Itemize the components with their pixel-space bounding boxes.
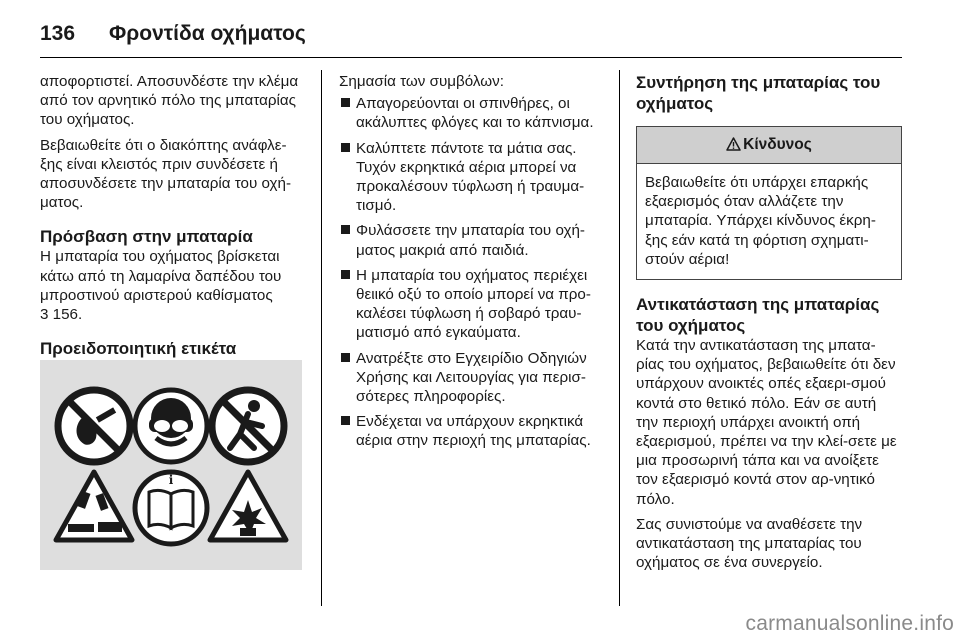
ignition-paragraph: Βεβαιωθείτε ότι ο διακόπτης ανάφλε-ξης είναι κλειστός πριν συνδέσετε ή αποσυνδέσετε την μπαταρία του οχή-ματος. — [40, 136, 292, 212]
danger-notice-header — [637, 127, 901, 164]
read-manual-icon — [135, 472, 207, 544]
bullet-square-icon — [341, 143, 350, 152]
symbols-list — [339, 94, 607, 450]
warning-symbols-panel — [40, 360, 302, 570]
warning-triangle-icon — [726, 137, 741, 151]
battery-maintenance-heading: Συντήρηση της μπαταρίας του οχήματος — [636, 73, 881, 113]
battery-replacement-heading: Αντικατάσταση της μπαταρίας του οχήματος — [636, 295, 880, 336]
bullet-square-icon — [341, 353, 350, 362]
list-item: Ανατρέξτε στο Εγχειρίδιο Οδηγιών Χρήσης και Λειτουργίας για περισ-σότερες πληροφορίες. — [339, 349, 607, 407]
list-item: Απαγορεύονται οι σπινθήρες, οι ακάλυπτες φλόγες και το κάπνισμα. — [339, 94, 607, 132]
keep-children-away-icon — [212, 390, 284, 462]
explosive-gas-icon — [210, 472, 286, 540]
bullet-square-icon — [341, 225, 350, 234]
danger-notice — [636, 126, 902, 280]
column-1 — [40, 72, 308, 359]
replacement-paragraph: Κατά την αντικατάσταση της μπατα-ρίας του οχήματος, βεβαιωθείτε ότι δεν υπάρχουν ανοικτές οπές εξαερι-σμού κοντά στο θετικό πόλο. Εάν σε αυτή την περιοχή υπάρχει ανοικτή οπή εξαερισμού, πρέπει να την κλεί-σετε με μια προσωρινή τάπα και να ανοίξετε τον εξαερισμό κοντά στον αρ-νητικό πόλο. — [636, 337, 897, 508]
battery-location-text: Η μπαταρία του οχήματος βρίσκεται κάτω από τη λαμαρίνα δαπέδου του μπροστινού αριστερού καθίσματος — [40, 248, 282, 304]
list-item: Καλύπτετε πάντοτε τα μάτια σας. Τυχόν εκρηκτικά αέρια μπορεί να προκαλέσουν τύφλωση ή τραυμα-τισμό. — [339, 139, 607, 216]
eye-protection-icon — [135, 390, 207, 462]
column-2 — [339, 72, 607, 457]
workshop-recommendation-paragraph: Σας συνιστούμε να αναθέσετε την αντικατάσταση της μπαταρίας του οχήματος σε ένα συνεργείο. — [636, 515, 863, 572]
disconnect-paragraph: αποφορτιστεί. Αποσυνδέστε την κλέμα από τον αρνητικό πόλο της μπαταρίας του οχήματος. — [40, 73, 299, 129]
warning-label-heading: Προειδοποιητική ετικέτα — [40, 339, 237, 359]
corrosive-acid-icon — [56, 472, 132, 540]
list-item: Ενδέχεται να υπάρχουν εκρηκτικά αέρια στην περιοχή της μπαταρίας. — [339, 412, 607, 450]
list-item: Η μπαταρία του οχήματος περιέχει θειικό οξύ το οποίο μπορεί να προ-καλέσει τύφλωση ή σοβαρό τραυ-ματισμό από εγκαύματα. — [339, 266, 607, 343]
page-header — [40, 16, 306, 52]
page-number: 136 — [40, 22, 76, 45]
column-divider-2 — [619, 70, 620, 606]
header-rule — [40, 57, 902, 58]
danger-notice-title: Κίνδυνος — [743, 136, 812, 153]
no-fire-icon — [58, 390, 130, 462]
svg-text:i: i — [168, 473, 174, 487]
danger-notice-text: Βεβαιωθείτε ότι υπάρχει επαρκής εξαερισμός όταν αλλάζετε την μπαταρία. Υπάρχει κίνδυνος έκρη-ξης εάν κατά τη φόρτιση σχηματι-στούν αέρια! — [645, 174, 876, 268]
battery-access-heading: Πρόσβαση στην μπαταρία — [40, 227, 253, 247]
page-reference-link[interactable]: 3 156. — [40, 306, 83, 324]
bullet-square-icon — [341, 416, 350, 425]
symbols-intro: Σημασία των συμβόλων: — [339, 73, 504, 90]
column-3 — [636, 72, 902, 578]
list-item: Φυλάσσετε την μπαταρία του οχή-ματος μακριά από παιδιά. — [339, 221, 607, 259]
page-title: Φροντίδα οχήματος — [109, 22, 306, 45]
battery-location-paragraph — [40, 247, 308, 324]
watermark: carmanualsonline.info — [745, 612, 954, 635]
bullet-square-icon — [341, 270, 350, 279]
warning-symbols-svg — [40, 360, 302, 570]
bullet-square-icon — [341, 98, 350, 107]
column-divider-1 — [321, 70, 322, 606]
